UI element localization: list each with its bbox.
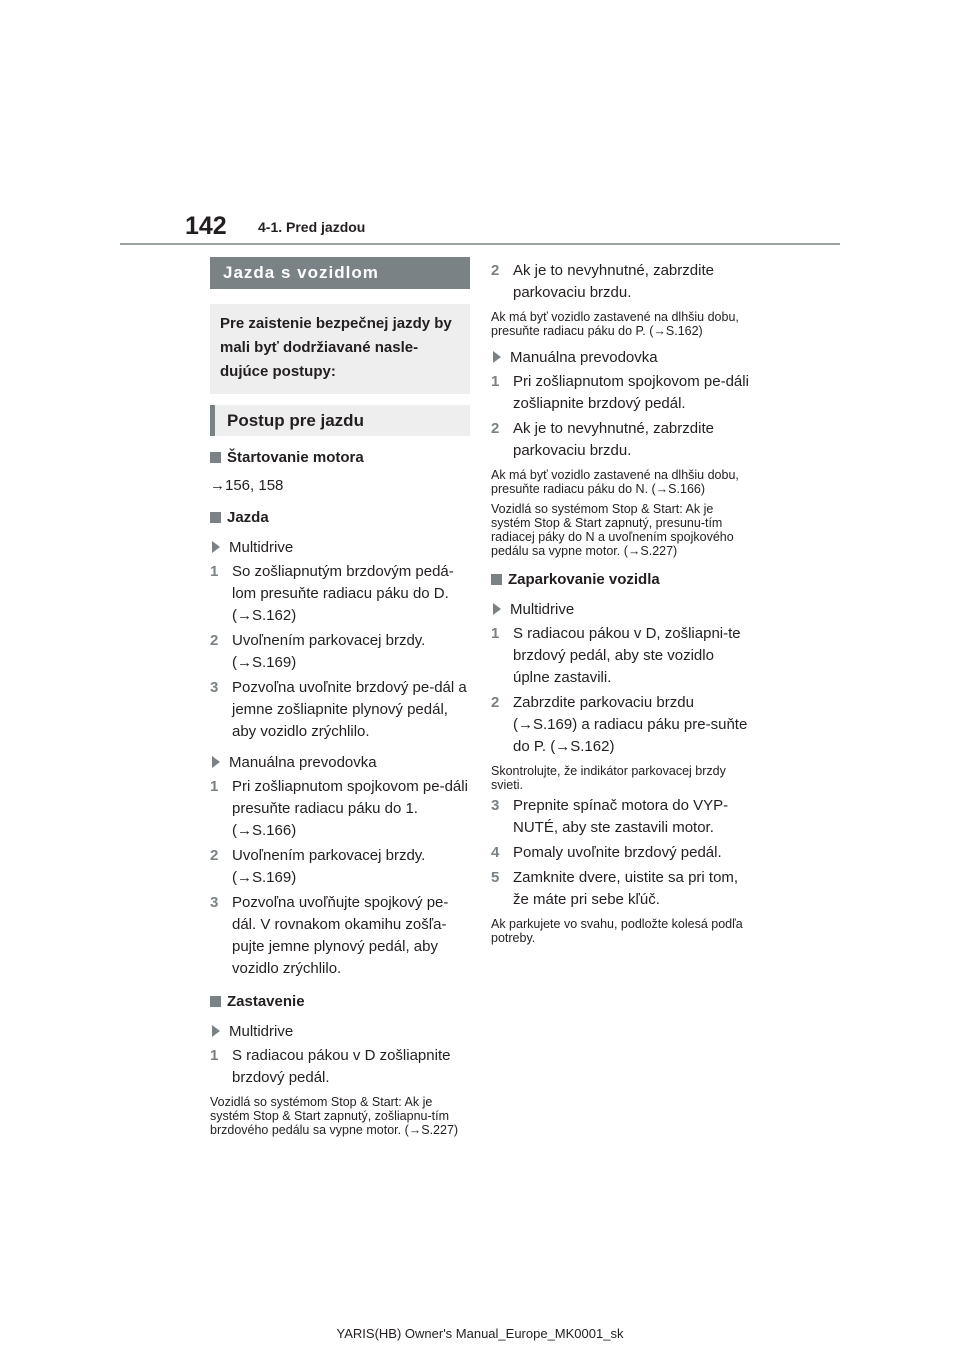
- step-item: 3 Prepnite spínač motora do VYP-NUTÉ, aby ste zastavili motor.: [491, 797, 729, 836]
- step-item: 2 Ak je to nevyhnutné, zabrzdite parkovaciu brzdu.: [491, 262, 714, 301]
- header-divider: [120, 243, 840, 245]
- note-text: Skontrolujte, že indikátor parkovacej brzdy svieti.: [491, 764, 726, 792]
- note-text: Ak má byť vozidlo zastavené na dlhšiu dobu, presuňte radiacu páku do N. (→S.166): [491, 468, 739, 496]
- intro-box: Pre zaistenie bezpečnej jazdy by mali byť dodržiavané nasle-dujúce postupy:: [210, 304, 470, 394]
- heading-stopping: Zastavenie: [210, 992, 470, 1012]
- triangle-bullet-icon: [493, 351, 501, 363]
- section-reference: 4-1. Pred jazdou: [258, 219, 366, 235]
- note-text: Vozidlá so systémom Stop & Start: Ak je systém Stop & Start zapnutý, presunu-tím radiacej páky do N a uvoľnením spojkového pedálu sa vypne motor. (→S.227): [491, 502, 734, 558]
- square-bullet-icon: [210, 996, 221, 1007]
- square-bullet-icon: [210, 512, 221, 523]
- step-item: 2 Zabrzdite parkovaciu brzdu (→S.169) a radiacu páku pre-suňte do P. (→S.162): [491, 694, 748, 755]
- manual-transmission-label: Manuálna prevodovka: [210, 753, 470, 773]
- step-item: 3 Pozvoľna uvoľnite brzdový pe-dál a jemne zošliapnite plynový pedál, aby vozidlo zrýchlilo.: [210, 679, 467, 740]
- heading-start-engine: Štartovanie motora: [210, 448, 470, 468]
- heading-driving: Jazda: [210, 508, 470, 528]
- left-column: [210, 257, 470, 1137]
- page-footer: [0, 1325, 960, 1343]
- step-item: 2 Uvoľnením parkovacej brzdy. (→S.169): [210, 847, 426, 886]
- right-column: [491, 257, 753, 945]
- step-item: 1 So zošliapnutým brzdovým pedá-lom presuňte radiacu páku do D. (→S.162): [210, 563, 454, 624]
- step-item: 1 S radiacou pákou v D, zošliapni-te brzdový pedál, aby ste vozidlo úplne zastavili.: [491, 625, 741, 686]
- footer-text: YARIS(HB) Owner's Manual_Europe_MK0001_sk: [336, 1326, 624, 1341]
- heading-parking: Zaparkovanie vozidla: [491, 570, 753, 590]
- step-item: 1 Pri zošliapnutom spojkovom pe-dáli zošliapnite brzdový pedál.: [491, 373, 749, 412]
- step-item: 1 Pri zošliapnutom spojkovom pe-dáli presuňte radiacu páku do 1. (→S.166): [210, 778, 468, 839]
- note-text: Ak parkujete vo svahu, podložte kolesá podľa potreby.: [491, 917, 743, 945]
- multidrive-label: Multidrive: [210, 538, 470, 558]
- step-item: 2 Uvoľnením parkovacej brzdy. (→S.169): [210, 632, 426, 671]
- triangle-bullet-icon: [212, 756, 220, 768]
- triangle-bullet-icon: [212, 1025, 220, 1037]
- multidrive-label: Multidrive: [491, 600, 753, 620]
- step-item: 4 Pomaly uvoľnite brzdový pedál.: [491, 844, 722, 861]
- triangle-bullet-icon: [212, 541, 220, 553]
- page-number: 142: [185, 212, 227, 240]
- step-item: 5 Zamknite dvere, uistite sa pri tom, že máte pri sebe kľúč.: [491, 869, 739, 908]
- triangle-bullet-icon: [493, 603, 501, 615]
- subsection-title: Postup pre jazdu: [210, 405, 470, 436]
- note-text: Ak má byť vozidlo zastavené na dlhšiu dobu, presuňte radiacu páku do P. (→S.162): [491, 310, 739, 338]
- main-title: Jazda s vozidlom: [210, 257, 470, 289]
- note-text: Vozidlá so systémom Stop & Start: Ak je systém Stop & Start zapnutý, zošliapnu-tím brzdového pedálu sa vypne motor. (→S.227): [210, 1095, 459, 1137]
- multidrive-label: Multidrive: [210, 1022, 470, 1042]
- step-item: 2 Ak je to nevyhnutné, zabrzdite parkovaciu brzdu.: [491, 420, 714, 459]
- step-item: 1 S radiacou pákou v D zošliapnite brzdový pedál.: [210, 1047, 451, 1086]
- manual-transmission-label: Manuálna prevodovka: [491, 348, 753, 368]
- page-header: [0, 0, 960, 250]
- step-item: 3 Pozvoľna uvoľňujte spojkový pe-dál. V rovnakom okamihu zošľa-pujte jemne plynový pedál, aby vozidlo zrýchlilo.: [210, 894, 449, 977]
- square-bullet-icon: [210, 452, 221, 463]
- start-reference: →156, 158: [210, 477, 284, 494]
- square-bullet-icon: [491, 574, 502, 585]
